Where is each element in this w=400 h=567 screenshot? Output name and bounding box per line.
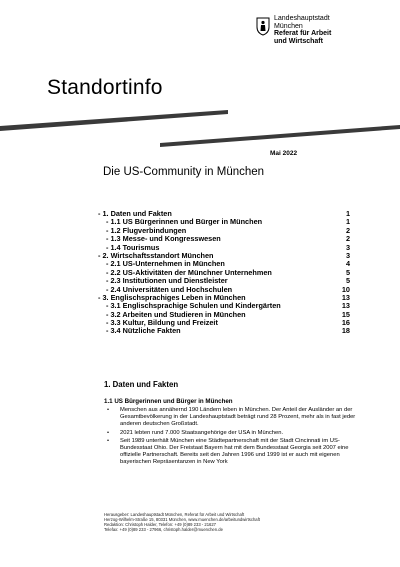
toc-entry-page: 3 [345, 242, 350, 252]
bullet-text: Menschen aus annähernd 190 Ländern leben in München. Der Anteil der Ausländer an der Gesamtbevölkerung in der Landeshauptstadt beträgt rund 28 Prozent, mehr als in fast jeder anderen deutschen Großstadt. [120, 407, 356, 428]
page-title: Standortinfo [47, 76, 163, 99]
footer-line: Herausgeber: Landeshauptstadt München, Referat für Arbeit und Wirtschaft [104, 512, 245, 517]
footer-line: Telefax: +49 (0)89 233 - 27966, christoph.halder@muenchen.de [104, 527, 223, 533]
bullet-list [104, 407, 366, 468]
publisher-footer [104, 512, 354, 532]
toc-entry-page: 10 [341, 284, 350, 294]
list-item [104, 407, 366, 429]
toc-entry-title: - 2.2 US-Aktivitäten der Münchner Unternehmen [106, 267, 272, 277]
bullet-text: Seit 1989 unterhält München eine Städtepartnerschaft mit der Stadt Cincinnati im US-Bundesstaat Ohio. Der Freistaat Bayern hat mit dem Bundesstaat Georgia seit 2007 eine offizielle Partnerschaft. Bereits seit den Jahren 1996 und 1999 ist er auch mit eigenen bayerischen Repräsentanzen in New York [120, 437, 349, 466]
stripe-upper [0, 110, 228, 131]
list-item [104, 438, 366, 467]
toc-entry-title: - 2. Wirtschaftsstandort München [98, 250, 214, 260]
footer-line: Herzog-Wilhelm-Straße 15, 80331 München, www.muenchen.de/arbeitundwirtschaft [104, 517, 260, 523]
toc-entry-page: 5 [345, 267, 350, 277]
decorative-stripes [0, 0, 400, 160]
toc-entry-page: 2 [345, 234, 350, 244]
toc-entry-title: - 2.1 US-Unternehmen in München [106, 259, 225, 269]
org-line-3: Referat für Arbeit [274, 30, 332, 38]
toc-entry-page: 13 [341, 301, 350, 311]
toc-entry-page: 13 [341, 292, 350, 302]
toc-entry-title: - 3.4 Nützliche Fakten [106, 326, 181, 336]
toc-entry[interactable] [98, 327, 350, 335]
toc-entry-page: 5 [345, 276, 350, 286]
toc-entry-title: - 1.4 Tourismus [106, 242, 160, 252]
toc-entry-page: 4 [345, 259, 350, 269]
org-line-4: und Wirtschaft [274, 37, 323, 45]
stripe-lower [160, 125, 400, 147]
bullet-text: 2021 lebten rund 7.000 Staatsangehörige der USA in München. [120, 429, 284, 436]
toc-entry-title: - 3.3 Kultur, Bildung und Freizeit [106, 318, 218, 328]
toc-entry-title: - 2.4 Universitäten und Hochschulen [106, 284, 233, 294]
toc-entry-title: - 1.2 Flugverbindungen [106, 225, 187, 235]
bullet-icon: • [107, 407, 110, 413]
toc-entry-page: 18 [341, 326, 350, 336]
org-line-1: Landeshauptstadt [274, 15, 330, 22]
bullet-icon: • [107, 437, 110, 444]
toc-entry-title: - 2.3 Institutionen und Dienstleister [106, 276, 228, 286]
toc-entry-title: - 3.1 Englischsprachige Schulen und Kindergärten [106, 301, 281, 311]
org-line-2: München [274, 22, 303, 30]
toc-entry-page: 2 [345, 225, 350, 235]
section-heading: 1. Daten und Fakten [104, 380, 179, 389]
bullet-icon: • [107, 429, 110, 436]
toc-entry-page: 1 [345, 209, 350, 218]
publication-date: Mai 2022 [270, 150, 298, 157]
toc-entry-page: 3 [345, 250, 350, 260]
toc-entry-page: 15 [341, 309, 350, 319]
footer-line: Redaktion: Christoph Halder, Telefon: +49 (0)89 233 - 21627 [104, 522, 217, 528]
toc-entry-page: 16 [341, 318, 350, 328]
table-of-contents [98, 210, 350, 336]
toc-entry-title: - 3. Englischsprachiges Leben in München [98, 292, 246, 302]
toc-entry-title: - 1.3 Messe- und Kongresswesen [106, 234, 221, 244]
toc-entry-page: 1 [345, 217, 350, 227]
subsection-heading: 1.1 US Bürgerinnen und Bürger in München [104, 398, 233, 405]
toc-entry-title: - 1. Daten und Fakten [98, 209, 172, 218]
toc-entry-title: - 3.2 Arbeiten und Studieren in München [106, 309, 246, 319]
document-title: Die US-Community in München [103, 166, 265, 178]
toc-entry-title: - 1.1 US Bürgerinnen und Bürger in München [106, 217, 263, 227]
list-item [104, 430, 366, 437]
